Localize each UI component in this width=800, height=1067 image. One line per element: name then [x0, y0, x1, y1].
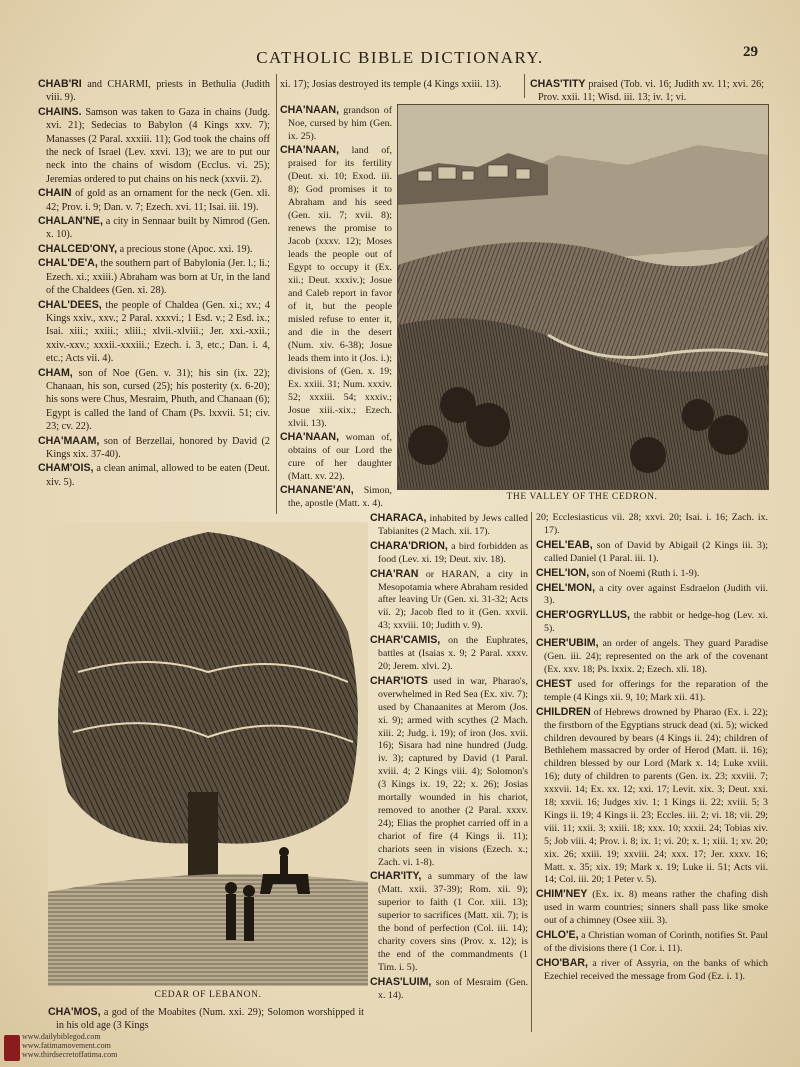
column-middle	[370, 512, 528, 1004]
dictionary-entry	[536, 888, 768, 928]
entry-text: a summary of the law (Matt. xxii. 37-39); Rom. xii. 9); superior to faith (1 Cor. xiii. 13); superior to sacrifices (Matt. xii. 7); is the bond of perfection (Col. iii. 14); charity covers sins (Prov. x. 12); is the end of the commandments (1 Tim. i. 5).	[378, 871, 528, 973]
entry-text: grandson of Noe, cursed by him (Gen. ix. 25).	[288, 105, 392, 142]
headword: CHAM,	[38, 366, 73, 379]
entry-text: son of David by Abigail (2 Kings iii. 3); called Daniel (1 Paral. iii. 1).	[544, 539, 768, 564]
headword: CHAL'DE'A,	[38, 257, 98, 270]
column-2-top	[280, 78, 520, 92]
headword: CHER'OGRYLLUS,	[536, 609, 630, 622]
footer-urls	[22, 1032, 117, 1059]
headword: CHAL'DEES,	[38, 298, 102, 311]
entry-text: inhabited by Jews called Tabianites (2 Mach. xii. 17).	[378, 513, 528, 537]
entry-text: of Hebrews drowned by Pharao (Ex. i. 22); the firstborn of the Egyptians struck dead (xi. 5); wicked children devoured by bears (4 Kings ii. 24); children of Bethlehem massacred by order of Herod (Matt. ii. 16); children blessed by our Lord (Mark x. 14; Luke xviii. 16); duty of children to parents (Gen. ix. 23; xxviii. 7; xxxvii. 14; Ex. xx. 12; xxi. 17; Levit. xix. 3; Deut. xxi. 18; xxvii. 16; Judges xiv. 1; 1 Kings ii. 22; xviii. 5; 3 Kings ii. 19; 4 Kings ii. 23; Eccles. iii. 2; vi. 18; vii. 29; viii. 11; xxii. 3; xxiii. 18; xxx. 10; xxxii. 24; Tobias xiv. 5; Job viii. 4; Prov. i. 8; ix. 1; vi. 20; x. 1; xiii. 1; xv. 20; xix. 26; xxiii. 19; xxviii. 24; xxx. 17; Jer. xxxv. 16; Matt. x. 35; xix. 19; Mark x. 19; Luke ii. 51; Acts vii. 14; Col. iii. 20; 1 Peter v. 5).	[544, 706, 768, 886]
dictionary-entry	[38, 299, 270, 366]
headword: CHEL'ION,	[536, 566, 590, 579]
dictionary-entry	[280, 431, 392, 483]
headword: CHO'BAR,	[536, 956, 588, 969]
page-number: 29	[743, 44, 758, 60]
dictionary-entry	[536, 929, 768, 956]
running-head: CATHOLIC BIBLE DICTIONARY.	[256, 48, 544, 67]
entry-text: woman of, obtains of our Lord the cure of her daughter (Matt. xv. 22).	[288, 432, 392, 482]
dictionary-entry	[38, 257, 270, 297]
fatima-seal-icon	[4, 1035, 20, 1061]
column-rule-1	[276, 74, 277, 514]
dictionary-entry	[536, 637, 768, 677]
dictionary-entry	[370, 976, 528, 1003]
footer-url-2[interactable]: www.fatimamovement.com	[22, 1041, 111, 1050]
headword: CHA'MAAM,	[38, 434, 100, 447]
dictionary-entry	[38, 187, 270, 214]
headword: CHARA'DRION,	[370, 539, 448, 552]
dictionary-entry	[530, 78, 764, 105]
headword: CHER'UBIM,	[536, 637, 599, 650]
entry-text: Samson was taken to Gaza in chains (Judg. xvi. 21); Sedecias to Babylon (4 Kings xxv. 7); Manasses (2 Paral. xxxiii. 11); God took the chains off the neck of Israel (Lev. xxvi. 13); we are to put our neck into the chains of wisdom (Ecclus. vi. 25); Jeremias ordered to put chains on his neck (xxvii. 2).	[46, 106, 270, 185]
dictionary-entry	[370, 568, 528, 634]
column-1	[38, 78, 270, 490]
dictionary-entry	[370, 634, 528, 674]
headword: CHALAN'NE,	[38, 215, 103, 228]
entry-text: 20; Ecclesiasticus vii. 28; xxvi. 20; Isai. i. 16; Zach. ix. 17).	[536, 512, 768, 536]
entry-text: a precious stone (Apoc. xxi. 19).	[117, 243, 253, 255]
cedar-engraving-svg	[48, 522, 368, 986]
entry-text: or HARAN, a city in Mesopotamia where Abraham resided after leaving Ur (Gen. xi. 31-32; Acts vii. 2); Jacob fled to it (Gen. xxvii. 43; xxviii. 10; Judith v. 9).	[378, 568, 528, 632]
dictionary-entry	[38, 462, 270, 489]
headword: CHAB'RI	[38, 78, 82, 90]
entry-text: and CHARMI, priests in Bethulia (Judith viii. 9).	[46, 79, 270, 104]
dictionary-entry	[370, 540, 528, 567]
dictionary-entry	[38, 106, 270, 186]
dictionary-entry	[38, 78, 270, 105]
column-rule-2	[524, 74, 525, 98]
entry-text: a clean animal, allowed to be eaten (Deut. xiv. 5).	[46, 463, 270, 488]
headword: CHA'MOS,	[48, 1006, 101, 1018]
entry-text: of gold as an ornament for the neck (Gen. xli. 42; Prov. i. 9; Dan. v. 7; Ezech. xvi. 11; Isai. iii. 19).	[46, 188, 270, 213]
figure-2-caption: CEDAR OF LEBANON.	[154, 990, 262, 1000]
entry-text: the rabbit or hedge-hog (Lev. xi. 5).	[544, 610, 768, 635]
headword: CHAR'ITY,	[370, 870, 422, 883]
headword: CHANANE'AN,	[280, 484, 354, 496]
entry-text: used in war, Pharao's, overwhelmed in Red Sea (Ex. xiv. 7); used by Chanaanites at Merom (Jos. xi. 9); armed with scythes (2 Mach. xiii. 2; Judg. i. 19); of iron (Jos. xvii. 16); Sisara had nine hundred (Judg. iv. 3); captured by David (1 Paral. xviii. 4; 2 Kings viii. 4); Solomon's (3 Kings ix. 19, 22; x. 26); Josias mortally wounded in his chariot, removed to another (2 Paral. xxxv. 24); Elias the prophet carried off in a chariot of fire (4 Kings ii. 11); chariots seen in visions (Ezech. x.; Zach. vi. 1-8).	[378, 675, 528, 868]
headword: CHEST	[536, 677, 572, 690]
column-3-top	[530, 78, 764, 106]
headword: CHA'NAAN,	[280, 144, 340, 156]
entry-text: son of Berzellai, honored by David (2 Kings xix. 37-40).	[46, 435, 270, 460]
entry-text: praised (Tob. vi. 16; Judith xv. 11; xvi. 26; Prov. xxii. 11; Wisd. iii. 13; iv. 1; vi.	[538, 79, 764, 104]
dictionary-entry	[536, 582, 768, 609]
headword: CHAIN	[38, 187, 72, 200]
headword: CHA'NAAN,	[280, 104, 340, 116]
headword: CHA'RAN	[370, 567, 419, 580]
headword: CHAM'OIS,	[38, 462, 94, 475]
dictionary-entry	[280, 484, 392, 510]
dictionary-entry	[38, 215, 270, 242]
dictionary-entry	[38, 367, 270, 434]
valley-of-cedron-engraving	[397, 104, 769, 490]
headword: CHA'NAAN,	[280, 431, 340, 443]
entry-text: son of Mesraim (Gen. x. 14).	[378, 976, 528, 1001]
entry-text: the people of Chaldea (Gen. xi.; xv.; 4 Kings xxiv., xxv.; 2 Paral. xxxvi.; 1 Esd. v.; 2 Esd. ix.; Isai. xiii.; xxiii.; xliii.; xlvii.-xlviii.; Jer. xxi.-xxii.; xxiv.-xxv.; xxxii.-xxxiii.; Ezech. i. 3, etc.; Dan. i. 4, etc.; Acts vii. 4).	[46, 299, 270, 365]
bottom-left-entry	[48, 1006, 364, 1034]
dictionary-entry	[536, 567, 768, 581]
dictionary-entry	[280, 144, 392, 430]
dictionary-entry	[536, 609, 768, 636]
dictionary-entry	[536, 957, 768, 984]
entry-text: an order of angels. They guard Paradise (Gen. iii. 24); represented on the ark of the covenant (Ex. xxv. 18; Ps. lxxix. 2; Ezech. xli. 18).	[544, 638, 768, 675]
entry-text: a bird forbidden as food (Lev. xi. 19; Deut. xiv. 18).	[378, 540, 528, 565]
headword: CHAINS.	[38, 105, 82, 118]
headword: CHALCED'ONY,	[38, 242, 118, 255]
dictionary-entry	[536, 539, 768, 566]
entry-text: a city in Sennaar built by Nimrod (Gen. x. 10).	[46, 216, 270, 241]
dictionary-entry	[536, 512, 768, 538]
headword: CHAR'IOTS	[370, 674, 428, 687]
continuation-entry: xi. 17); Josias destroyed its temple (4 Kings xxiii. 13).	[280, 79, 502, 90]
footer-url-1[interactable]: www.dailybiblegod.com	[22, 1032, 101, 1041]
entry-text: son of Noemi (Ruth i. 1-9).	[589, 567, 700, 579]
entry-text: son of Noe (Gen. v. 31); his sin (ix. 22); Chanaan, his son, cursed (25); his posterity (x. 6-20); his sons were Chus, Mesraim, Phuth, and Chanaan (6); Egypt is called the land of Cham (Ps. lxxvii. 51; civ. 23; cv. 22).	[46, 367, 270, 433]
dictionary-entry	[370, 675, 528, 870]
headword: CHIM'NEY	[536, 888, 588, 901]
entry-text: the southern part of Babylonia (Jer. l.; li.; Ezech. xi.; xxiii.) Abraham was born at Ur, in the land of the Chaldees (Gen. xi. 28).	[46, 258, 270, 297]
footer-url-3[interactable]: www.thirdsecretoffatima.com	[22, 1050, 118, 1059]
figure-1-caption: THE VALLEY OF THE CEDRON.	[506, 492, 658, 502]
entry-text: used for offerings for the reparation of the temple (4 Kings xii. 9, 10; Mark xii. 41).	[544, 678, 768, 703]
headword: CHAR'CAMIS,	[370, 634, 441, 647]
dictionary-entry	[536, 678, 768, 705]
column-right	[536, 512, 768, 985]
dictionary-entry	[280, 104, 392, 143]
headword: CHAS'TITY	[530, 78, 586, 90]
dictionary-entry	[370, 512, 528, 539]
dictionary-entry	[370, 870, 528, 974]
dictionary-entry	[38, 435, 270, 462]
headword: CHAS'LUIM,	[370, 975, 432, 988]
entry-text: a city over against Esdraelon (Judith vii. 3).	[544, 582, 768, 607]
headword: CHEL'EAB,	[536, 538, 593, 551]
cedar-of-lebanon-engraving	[48, 522, 368, 986]
headword: CHARACA,	[370, 512, 427, 524]
entry-text: land of, praised for its fertility (Deut. xi. 10; Exod. iii. 8); God promises it to Abraham and his seed (Gen. xii. 7; xvii. 8); renews the promise to Jacob (xxxv. 12); Moses leads the people out of Egypt to occupy it (Ex. xii.; Deut. xxxiv.); Josue and Caleb report in favor of it, but the people misled refuse to enter it, and die in the desert (Num. xiv. 6-38); Josue leads them into it (Jos. i.); divisions of (Gen. x. 19; Ex. xxiii. 31; Num. xxxiv. 52; xxxiii. 54; xxxiv.; Josue xiii.-xix.; Ezech. xlvii. 13).	[288, 145, 392, 429]
dictionary-entry	[38, 243, 270, 256]
dictionary-entry	[536, 706, 768, 888]
headword: CHILDREN	[536, 705, 591, 718]
column-rule-3	[531, 512, 532, 1032]
entry-text: on the Euphrates, battles at (Isaias x. 9; 2 Paral. xxxv. 20; Jerem. xlvi. 2).	[378, 635, 528, 672]
headword: CHLO'E,	[536, 929, 579, 942]
entry-text: a Christian woman of Corinth, notifies St. Paul of the divisions there (1 Cor. i. 11).	[544, 930, 768, 954]
entry-text: (Ex. ix. 8) means rather the chafing dish used in warm countries; sinners shall pass like smoke out of a chimney (Osee xiii. 3).	[544, 889, 768, 927]
column-2	[280, 104, 392, 511]
entry-text: Simon, the, apostle (Matt. x. 4).	[288, 485, 392, 509]
entry-text: a god of the Moabites (Num. xxi. 29); Solomon worshipped it in his old age (3 Kings	[56, 1007, 364, 1032]
entry-text: a river of Assyria, on the banks of which Ezechiel received the message from God (Ez. i. 1).	[544, 957, 768, 982]
valley-engraving-svg	[398, 105, 768, 489]
headword: CHEL'MON,	[536, 581, 596, 594]
